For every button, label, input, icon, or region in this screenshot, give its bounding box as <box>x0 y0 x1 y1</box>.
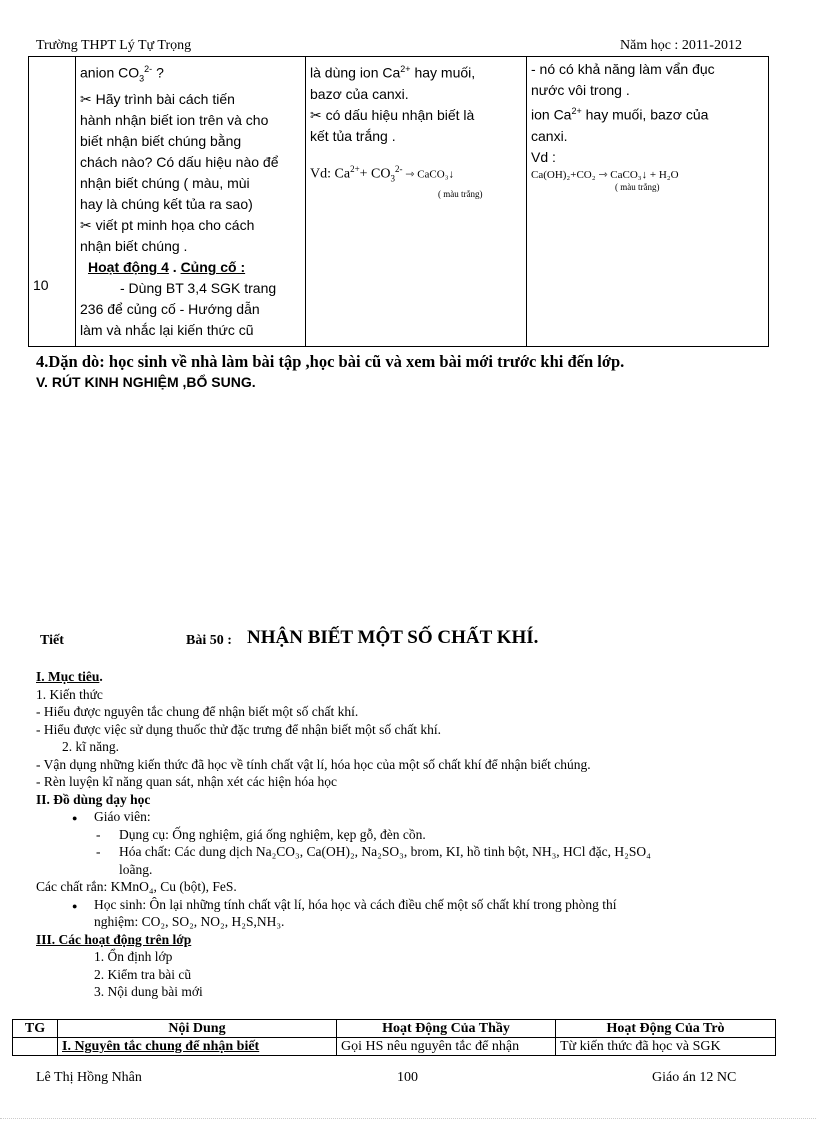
homework-note: 4.Dặn dò: học sinh về nhà làm bài tập ,học bài cũ và xem bài mới trước khi đến lớp. <box>36 352 625 371</box>
text-line: Hãy trình bài cách tiến <box>91 91 235 108</box>
list-item: 2. Kiểm tra bài cũ <box>94 966 192 982</box>
course-label: Giáo án 12 NC <box>652 1070 737 1085</box>
text-line: 1. Kiến thức <box>36 686 103 702</box>
table-cell <box>13 1038 58 1056</box>
section-objectives: I. Mục tiêu. <box>36 669 103 684</box>
teacher-activity-cell <box>76 57 306 347</box>
reaction-equation: Ca(OH)₂+CO₂ ⇾ CaCO₃↓ + H₂O <box>531 168 679 181</box>
tg-value: 10 <box>33 277 49 293</box>
teacher-materials-list <box>36 826 776 879</box>
lesson-number: Bài 50 : <box>186 633 232 648</box>
list-item: ● Học sinh: Ôn lại những tính chất vật lí, hóa học và cách điều chế một số chất khí trong phòng thí nghiệm: CO₂, SO₂, NO₂, H₂S,NH₃. <box>94 896 776 931</box>
text-line: viết pt minh họa cho cách <box>91 217 255 234</box>
precipitate-note: ( màu trắng) <box>615 181 660 192</box>
text-line: 2. kĩ năng. <box>62 739 119 754</box>
lesson-activity-table <box>28 56 769 347</box>
list-item: - Dụng cụ: Ống nghiệm, giá ống nghiệm, kẹp gỗ, đèn cồn. <box>119 826 776 844</box>
page-number: 100 <box>397 1070 418 1085</box>
author: Lê Thị Hồng Nhân <box>36 1070 142 1085</box>
text-line: bazơ của canxi. <box>310 85 409 102</box>
text-line: Vd : <box>531 148 556 165</box>
list-item: - Hóa chất: Các dung dịch Na₂CO₃, Ca(OH)₂, Na₂SO₃, brom, KI, hồ tinh bột, NH₃, HCl đặc, H₂SO₄ loãng. <box>119 843 776 878</box>
reaction-example: Vd: $Ca^{2+}+ CO_3^{2-}$ ⇾ CaCO₃↓ <box>310 163 455 184</box>
student-answer-cell: - nó có khả năng làm vẩn đục nước vôi trong . ion $Ca^{2+}$ hay muối, bazơ của canxi. Vd : Ca(OH)₂+CO₂ ⇾ CaCO₃↓ + H₂O ( màu trắng) <box>527 57 769 347</box>
table-cell: Gọi HS nêu nguyên tắc để nhận <box>337 1038 556 1056</box>
text-line: - Hiểu được nguyên tắc chung để nhận biết một số chất khí. <box>36 704 359 719</box>
text-line: Các chất rắn: KMnO₄, Cu (bột), FeS. <box>36 879 237 894</box>
precipitate-note: ( màu trắng) <box>438 189 483 200</box>
list-item: ● Giáo viên: <box>94 808 776 826</box>
text-line: - Hiểu được việc sử dụng thuốc thử đặc trưng để nhận biết một số chất khí. <box>36 721 441 737</box>
materials-list <box>36 808 776 826</box>
ion-question: anion $CO_3^{2-}$ ? <box>80 64 164 84</box>
review-heading: V. RÚT KINH NGHIỆM ,BỔ SUNG. <box>36 374 256 390</box>
school-name: Trường THPT Lý Tự Trọng <box>36 38 192 53</box>
table-cell: Từ kiến thức đã học và SGK <box>556 1038 776 1056</box>
text-line: chách nào? Có dấu hiệu nào để <box>80 154 279 171</box>
table-cell: I. Nguyên tắc chung để nhận biết <box>58 1038 337 1056</box>
lesson-body <box>36 668 776 1001</box>
column-header: Hoạt Động Của Trò <box>556 1020 776 1038</box>
text-line: canxi. <box>531 127 568 144</box>
text-line: nhận biết chúng ( màu, mùi <box>80 175 250 192</box>
text-line: biết nhận biết chúng bằng <box>80 133 242 150</box>
scissors-icon: ✂ <box>80 217 92 234</box>
text-line: kết tủa trắng . <box>310 127 396 144</box>
section-activities: III. Các hoạt động trên lớp <box>36 931 192 947</box>
activity-heading: Hoạt động 4 . Củng cố : <box>88 259 246 276</box>
column-header: Hoạt Động Của Thầy <box>337 1020 556 1038</box>
student-activity-cell: là dùng ion $Ca^{2+}$ hay muối, bazơ của canxi. ✂ có dấu hiệu nhận biết là kết tủa trắng . Vd: $Ca^{2+}+ CO_3^{2-}$ ⇾ CaCO₃↓ ( màu trắng) <box>306 57 527 347</box>
text-line: nước vôi trong . <box>531 82 630 98</box>
text-line: 236 để củng cố - Hướng dẫn <box>80 301 260 318</box>
section-materials: II. Đồ dùng dạy học <box>36 791 151 807</box>
table-header-row <box>13 1020 776 1038</box>
text-line: - Vận dụng những kiến thức đã học về tính chất vật lí, hóa học của một số chất khí để nhận biết chúng. <box>36 756 591 772</box>
text-line: - Dùng BT 3,4 SGK trang <box>120 280 277 297</box>
text-line: - Rèn luyện kĩ năng quan sát, nhận xét các hiện hóa học <box>36 774 338 789</box>
text-line: làm và nhắc lại kiến thức cũ <box>80 322 254 339</box>
lesson-title: NHẬN BIẾT MỘT SỐ CHẤT KHÍ. <box>247 627 539 648</box>
table-row <box>29 57 769 347</box>
scissors-icon: ✂ <box>310 106 322 123</box>
list-item: 3. Nội dung bài mới <box>94 984 203 999</box>
activities-list <box>36 948 776 1001</box>
scissors-icon: ✂ <box>80 91 92 108</box>
activities-table <box>12 1019 776 1056</box>
text-line: hay là chúng kết tủa ra sao) <box>80 196 253 213</box>
column-header: Nội Dung <box>58 1020 337 1038</box>
text-line: hành nhận biết ion trên và cho <box>80 112 269 129</box>
period-label: Tiết <box>40 633 64 648</box>
table-row <box>13 1038 776 1056</box>
list-item: 1. Ổn định lớp <box>94 949 173 964</box>
text-line: nhận biết chúng . <box>80 238 188 255</box>
column-header: TG <box>13 1020 58 1038</box>
page-divider <box>0 1118 816 1119</box>
text-line: có dấu hiệu nhận biết là <box>321 106 475 123</box>
student-materials-list <box>36 896 776 931</box>
school-year: Năm học : 2011-2012 <box>620 38 742 53</box>
text-line: - nó có khả năng làm vẩn đục <box>531 61 715 77</box>
tg-cell <box>29 57 76 347</box>
